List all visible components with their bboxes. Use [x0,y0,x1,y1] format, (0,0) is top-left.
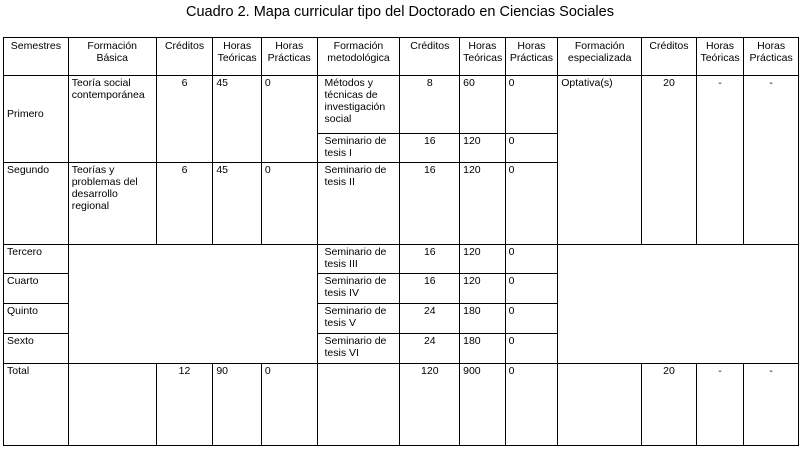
met-creditos-cell: 16 [400,134,460,163]
total-esp-empty-cell [558,364,642,446]
semester-cell: Quinto [4,304,69,334]
met-name-cell: Seminario de tesis II [317,163,400,245]
header-horas-teoricas-especializada: Horas Teóricas [696,38,744,76]
basica-creditos-cell: 6 [156,76,213,163]
met-horas-practicas-cell: 0 [505,245,558,274]
header-horas-teoricas-basica: Horas Teóricas [213,38,262,76]
header-horas-practicas-especializada: Horas Prácticas [744,38,799,76]
total-met-horas-practicas-cell: 0 [505,364,558,446]
esp-name-cell: Optativa(s) [558,76,642,245]
total-met-empty-cell [317,364,400,446]
curriculum-table [3,37,799,446]
total-basica-horas-practicas-cell: 0 [261,364,317,446]
met-creditos-cell: 16 [400,274,460,304]
basica-name-cell: Teorías y problemas del desarrollo regional [68,163,156,245]
met-name-cell: Seminario de tesis III [317,245,400,274]
total-label-cell: Total [4,364,69,446]
total-esp-creditos-cell: 20 [642,364,697,446]
total-row [4,364,799,446]
semester-cell: Sexto [4,334,69,364]
header-horas-practicas-metodologica: Horas Prácticas [505,38,558,76]
semester-cell: Tercero [4,245,69,274]
met-horas-practicas-cell: 0 [505,134,558,163]
met-creditos-cell: 8 [400,76,460,134]
table-title: Cuadro 2. Mapa curricular tipo del Doctorado en Ciencias Sociales [186,4,614,20]
total-met-horas-teoricas-cell: 900 [460,364,506,446]
table-row [4,245,799,274]
header-formacion-especializada: Formación especializada [558,38,642,76]
met-creditos-cell: 16 [400,245,460,274]
basica-creditos-cell: 6 [156,163,213,245]
met-creditos-cell: 16 [400,163,460,245]
header-creditos-metodologica: Créditos [400,38,460,76]
basica-horas-practicas-cell: 0 [261,76,317,163]
esp-creditos-cell: 20 [642,76,697,245]
basica-horas-teoricas-cell: 45 [213,163,262,245]
basica-horas-teoricas-cell: 45 [213,76,262,163]
semester-cell: Segundo [4,163,69,245]
met-name-cell: Seminario de tesis IV [317,274,400,304]
met-name-cell: Seminario de tesis I [317,134,400,163]
met-creditos-cell: 24 [400,334,460,364]
header-creditos-especializada: Créditos [642,38,697,76]
empty-especializada-block [558,245,799,364]
met-name-cell: Seminario de tesis V [317,304,400,334]
total-met-creditos-cell: 120 [400,364,460,446]
header-semestres: Semestres [4,38,69,76]
met-horas-teoricas-cell: 120 [460,134,506,163]
met-horas-teoricas-cell: 120 [460,163,506,245]
header-horas-teoricas-metodologica: Horas Teóricas [460,38,506,76]
met-horas-practicas-cell: 0 [505,163,558,245]
met-horas-practicas-cell: 0 [505,274,558,304]
met-name-cell: Seminario de tesis VI [317,334,400,364]
header-row [4,38,799,76]
total-basica-empty-cell [68,364,156,446]
met-horas-practicas-cell: 0 [505,76,558,134]
met-horas-teoricas-cell: 60 [460,76,506,134]
met-horas-teoricas-cell: 180 [460,334,506,364]
header-creditos-basica: Créditos [156,38,213,76]
total-basica-creditos-cell: 12 [156,364,213,446]
met-horas-practicas-cell: 0 [505,304,558,334]
semester-cell: Primero [4,76,69,163]
esp-horas-teoricas-cell: - [696,76,744,245]
esp-horas-practicas-cell: - [744,76,799,245]
header-horas-practicas-basica: Horas Prácticas [261,38,317,76]
total-basica-horas-teoricas-cell: 90 [213,364,262,446]
met-horas-teoricas-cell: 120 [460,245,506,274]
met-horas-teoricas-cell: 120 [460,274,506,304]
basica-name-cell: Teoría social contemporánea [68,76,156,163]
met-horas-teoricas-cell: 180 [460,304,506,334]
header-formacion-basica: Formación Básica [68,38,156,76]
met-creditos-cell: 24 [400,304,460,334]
total-esp-horas-teoricas-cell: - [696,364,744,446]
basica-horas-practicas-cell: 0 [261,163,317,245]
met-name-cell: Métodos y técnicas de investigación social [317,76,400,134]
table-row [4,76,799,134]
header-formacion-metodologica: Formación metodológica [317,38,400,76]
semester-cell: Cuarto [4,274,69,304]
met-horas-practicas-cell: 0 [505,334,558,364]
empty-basica-block [68,245,317,364]
total-esp-horas-practicas-cell: - [744,364,799,446]
